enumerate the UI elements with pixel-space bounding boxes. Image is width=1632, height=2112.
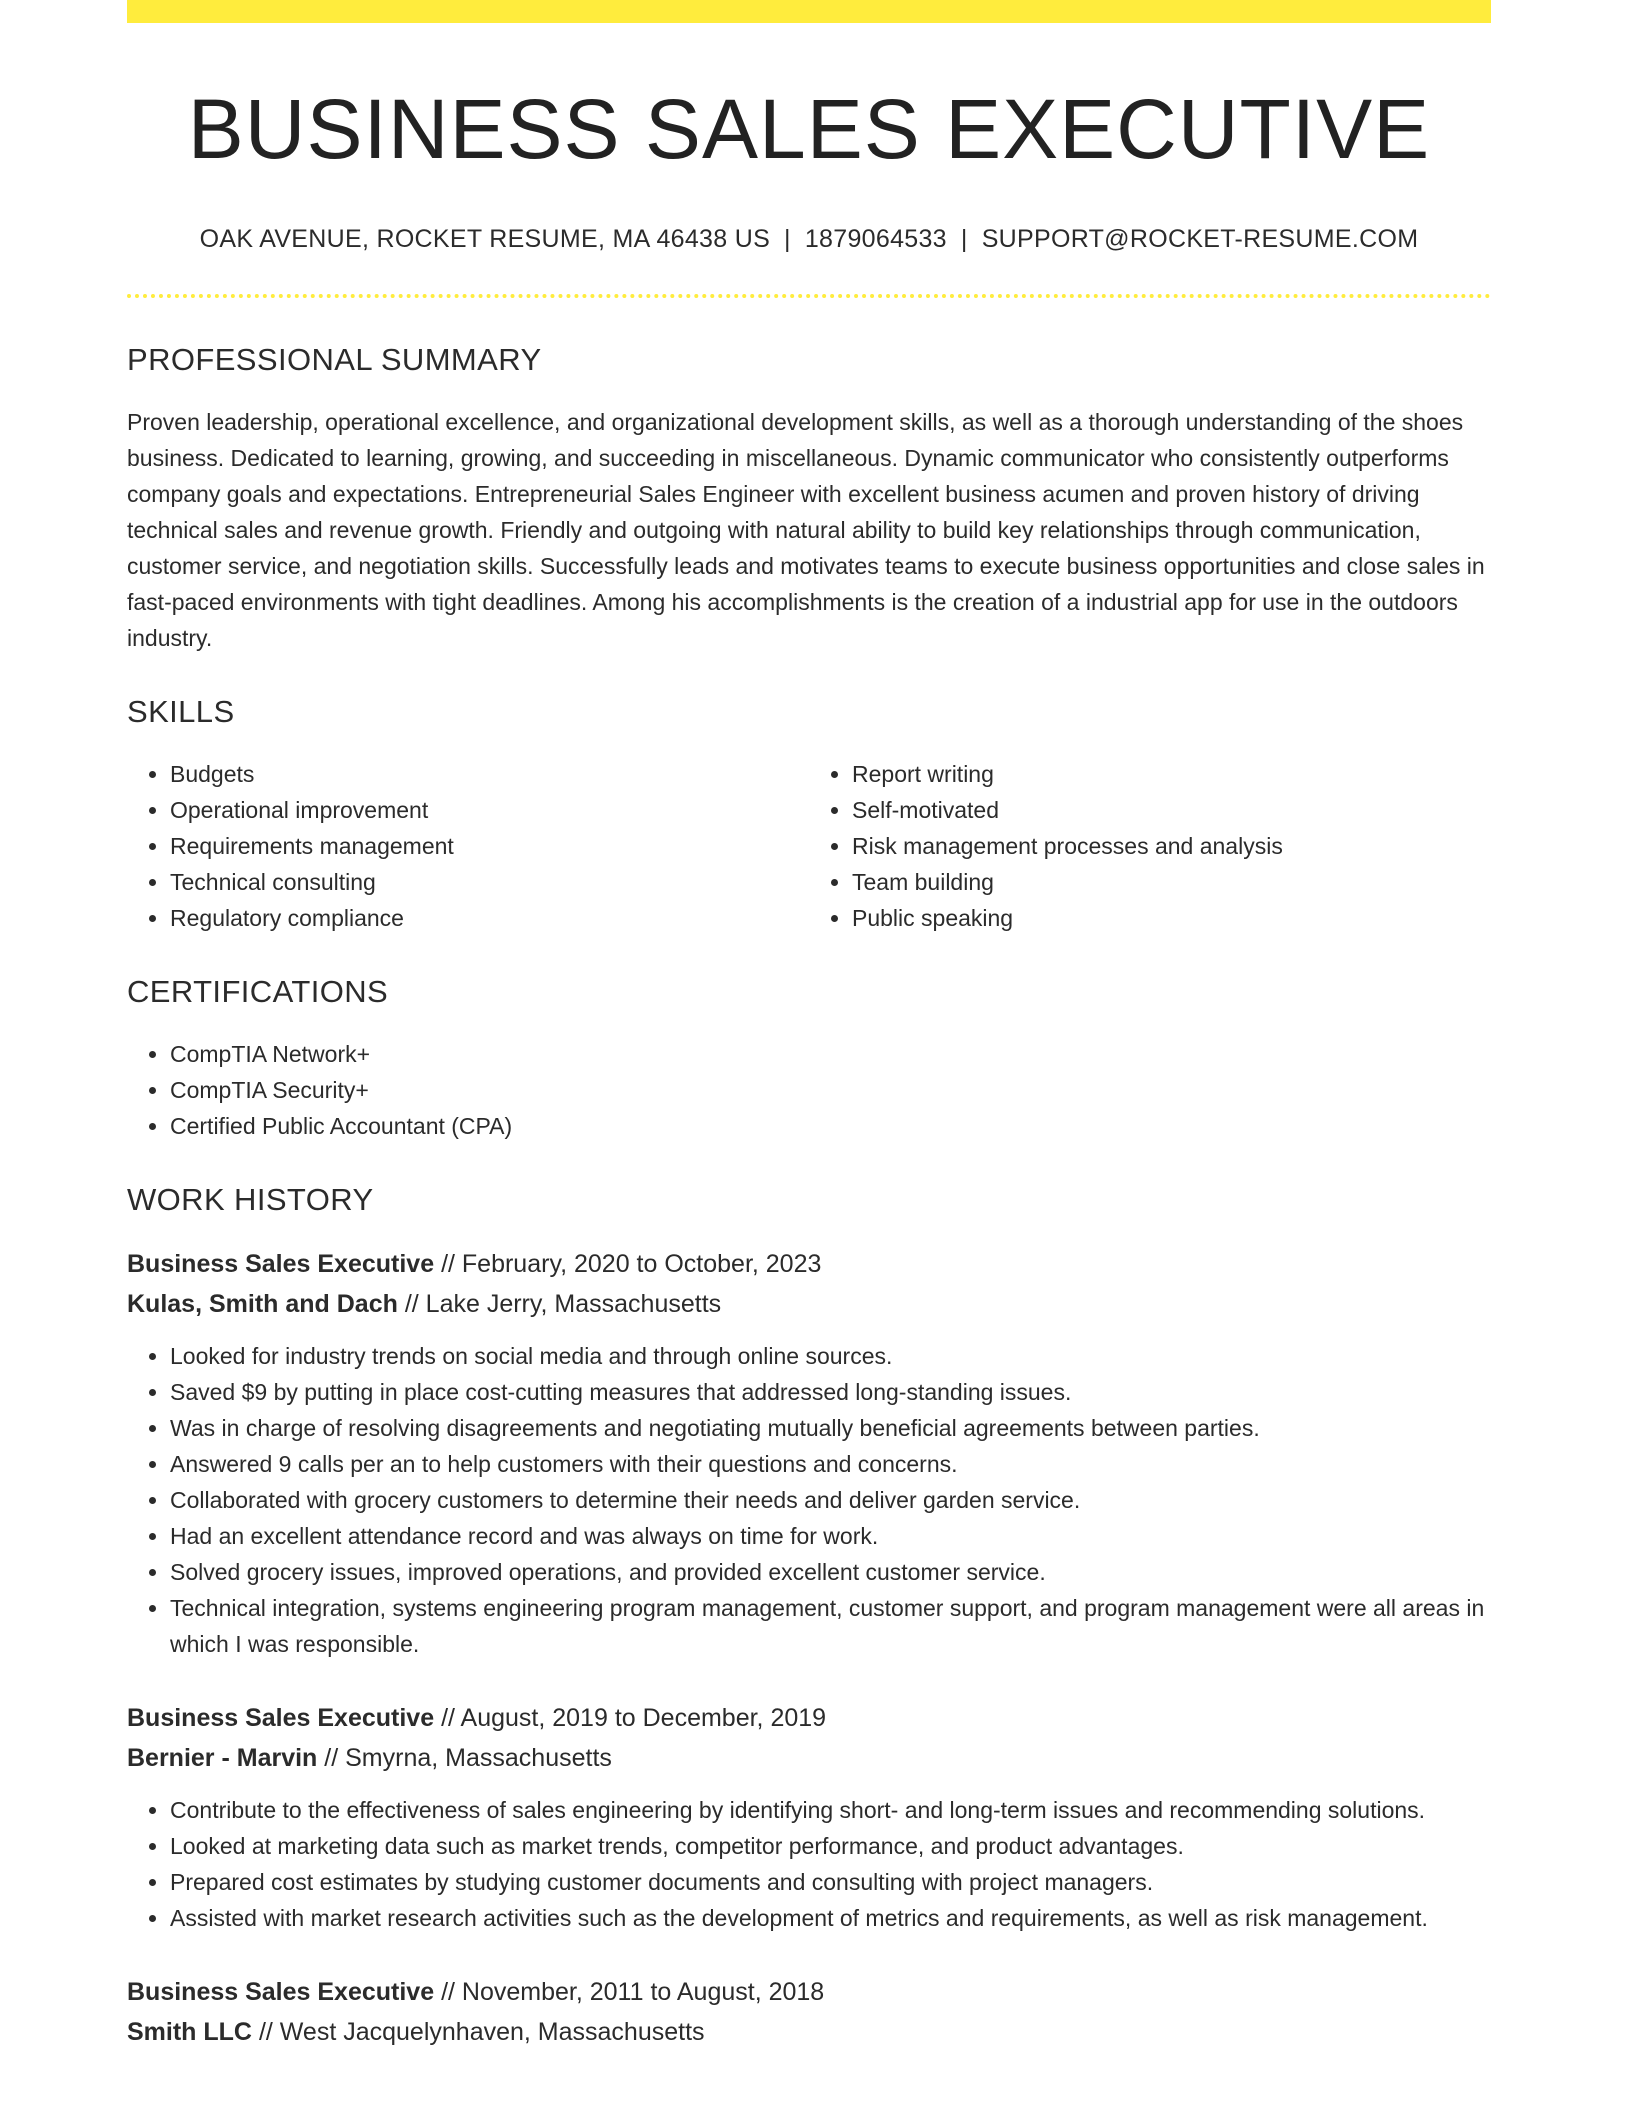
skills-list [127,756,1491,936]
contact-address: OAK AVENUE, ROCKET RESUME, MA 46438 US [199,225,771,254]
job-dates: // November, 2011 to August, 2018 [434,1978,825,2007]
job-location: // Lake Jerry, Massachusetts [397,1290,722,1319]
certification-item: • Certified Public Accountant (CPA) [170,1108,1491,1144]
resume-name-heading: BUSINESS SALES EXECUTIVE [187,82,1431,176]
job-bullet: • Collaborated with grocery customers to determine their needs and deliver garden service. [170,1482,1491,1518]
skill-item: • Report writing [852,756,1491,792]
skill-item: • Requirements management [170,828,809,864]
job-bullet: • Saved $9 by putting in place cost-cutting measures that addressed long-standing issues. [170,1374,1491,1410]
contact-email: SUPPORT@ROCKET-RESUME.COM [981,225,1419,254]
contact-line [127,225,1491,254]
skill-item: • Operational improvement [170,792,809,828]
contact-separator: | [960,225,968,254]
job-entry [127,1698,1491,1936]
skill-item: • Risk management processes and analysis [852,828,1491,864]
job-role-line [127,1972,1491,2012]
job-bullet: • Prepared cost estimates by studying customer documents and consulting with project managers. [170,1864,1491,1900]
job-bullet: • Technical integration, systems engineering program management, customer support, and program management were all areas in which I was responsible. [170,1590,1491,1662]
job-role: Business Sales Executive [127,1704,435,1733]
certification-item: • CompTIA Network+ [170,1036,1491,1072]
job-dates: // February, 2020 to October, 2023 [434,1250,822,1279]
job-bullet: • Solved grocery issues, improved operations, and provided excellent customer service. [170,1554,1491,1590]
contact-separator: | [784,225,791,254]
skill-item: • Regulatory compliance [170,900,809,936]
job-company-line [127,2012,1491,2052]
certification-item: • CompTIA Security+ [170,1072,1491,1108]
job-role-line [127,1698,1491,1738]
skill-item: • Self-motivated [852,792,1491,828]
summary-section-title: PROFESSIONAL SUMMARY [127,342,542,378]
accent-top-bar [127,0,1491,23]
job-bullet: • Assisted with market research activities such as the development of metrics and requirements, as well as risk management. [170,1900,1491,1936]
skill-item: • Public speaking [852,900,1491,936]
skill-item: • Budgets [170,756,809,792]
contact-phone: 1879064533 [804,225,947,254]
job-role: Business Sales Executive [127,1250,435,1279]
job-entry [127,1244,1491,1662]
job-bullet: • Looked for industry trends on social media and through online sources. [170,1338,1491,1374]
job-bullet: • Answered 9 calls per an to help customers with their questions and concerns. [170,1446,1491,1482]
job-bullet: • Had an excellent attendance record and was always on time for work. [170,1518,1491,1554]
job-location: // West Jacquelynhaven, Massachusetts [252,2018,705,2047]
job-company-line [127,1738,1491,1778]
certifications-section-title: CERTIFICATIONS [127,974,389,1010]
job-bullets [127,1338,1491,1662]
job-bullet: • Contribute to the effectiveness of sales engineering by identifying short- and long-term issues and recommending solutions. [170,1792,1491,1828]
job-location: // Smyrna, Massachusetts [317,1744,612,1773]
summary-text: Proven leadership, operational excellence, and organizational development skills, as well as a thorough understanding of the shoes business. Dedicated to learning, growing, and succeeding in miscellaneous. Dynamic communicator who consistently outperforms company goals and expectations. Entrepreneurial Sales Engineer with excellent business acumen and proven history of driving technical sales and revenue growth. Friendly and outgoing with natural ability to build key relationships through communication, customer service, and negotiation skills. Successfully leads and motivates teams to execute business opportunities and close sales in fast-paced environments with tight deadlines. Among his accomplishments is the creation of a industrial app for use in the outdoors industry. [127,409,1485,652]
resume-page [127,0,1491,2052]
job-bullets [127,1792,1491,1936]
certifications-list [127,1036,1491,1144]
skill-item: • Technical consulting [170,864,809,900]
job-company: Bernier - Marvin [127,1744,318,1773]
work-history-section-title: WORK HISTORY [127,1182,374,1218]
job-bullet: • Was in charge of resolving disagreements and negotiating mutually beneficial agreements between parties. [170,1410,1491,1446]
job-bullet: • Looked at marketing data such as market trends, competitor performance, and product advantages. [170,1828,1491,1864]
job-company: Kulas, Smith and Dach [127,1290,398,1319]
job-company: Smith LLC [127,2018,252,2047]
skills-section-title: SKILLS [127,694,235,730]
skills-column-right [809,756,1491,936]
job-dates: // August, 2019 to December, 2019 [434,1704,827,1733]
job-company-line [127,1284,1491,1324]
job-role: Business Sales Executive [127,1978,435,2007]
dotted-divider [127,294,1491,298]
job-entry [127,1972,1491,2052]
skill-item: • Team building [852,864,1491,900]
job-role-line [127,1244,1491,1284]
skills-column-left [127,756,809,936]
